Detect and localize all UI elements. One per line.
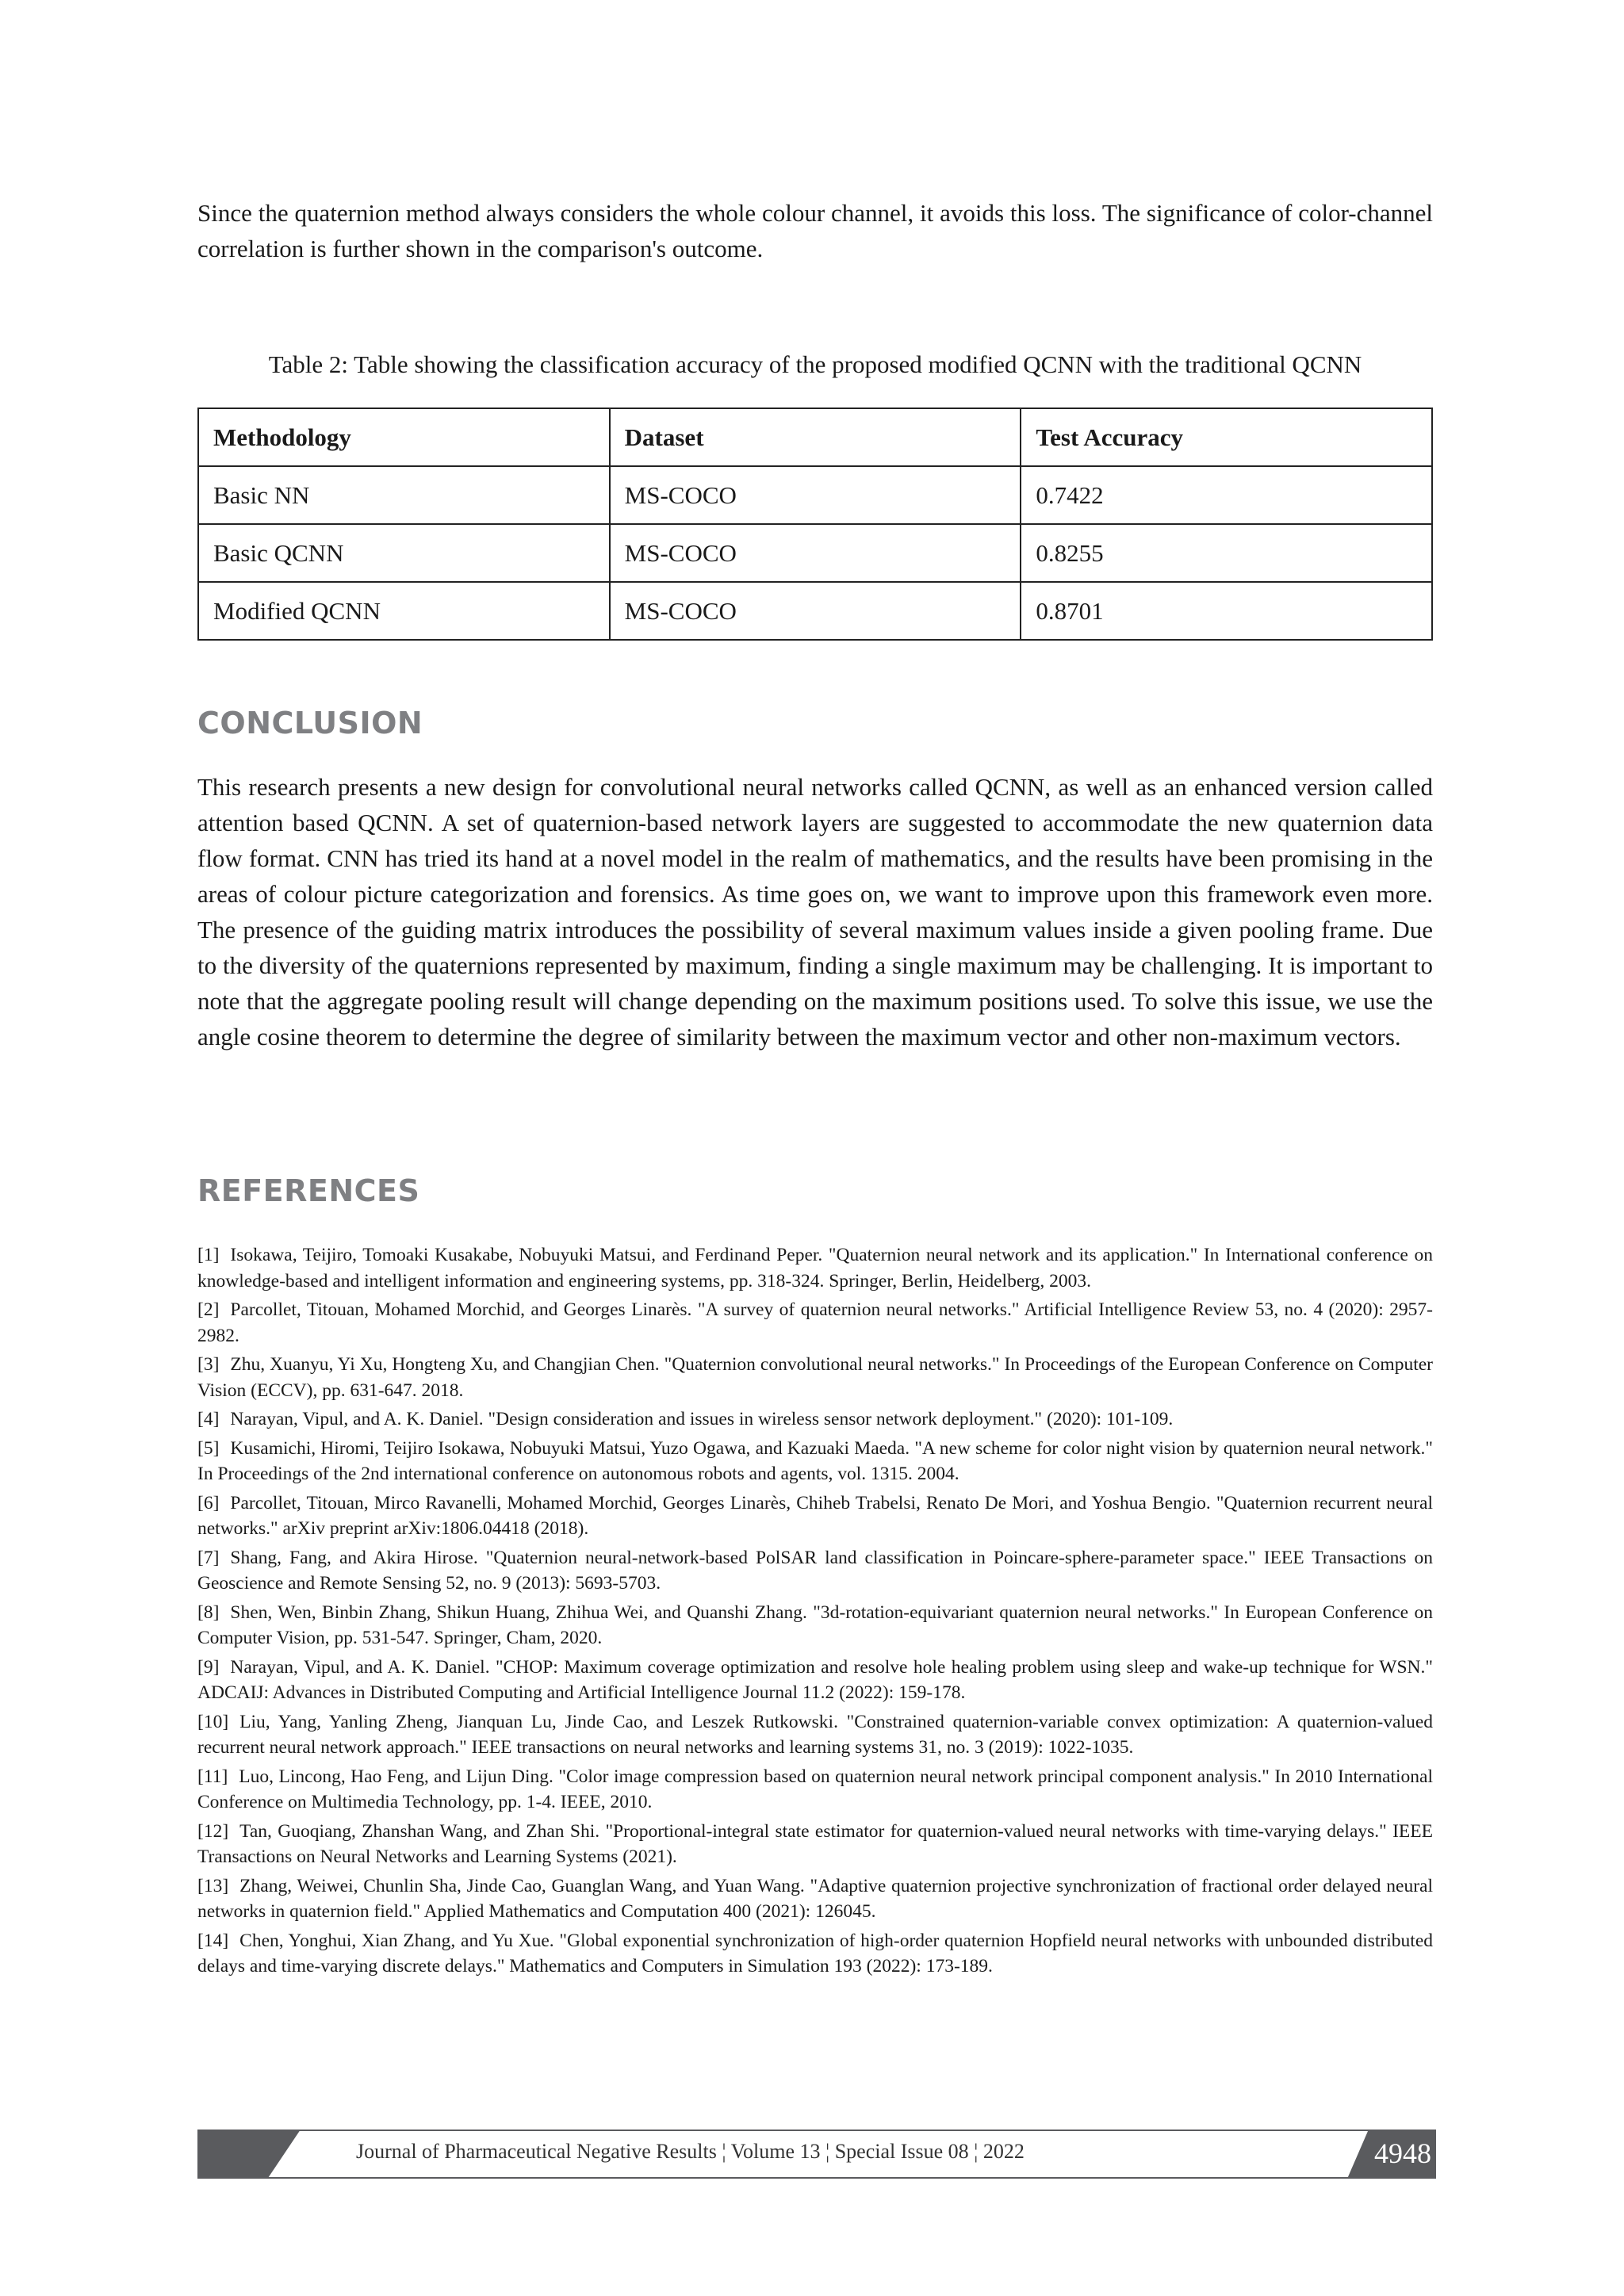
references-list <box>197 1242 1433 1983</box>
table-caption: Table 2: Table showing the classification accuracy of the proposed modified QCNN with the traditional QCNN <box>268 350 1362 378</box>
reference-text: Zhang, Weiwei, Chunlin Sha, Jinde Cao, Guanglan Wang, and Yuan Wang. "Adaptive quaternion projective synchronization of fractional order delayed neural networks in quaternion field." Applied Mathematics and Computation 400 (2021): 126045. <box>197 1875 1433 1922</box>
reference-number: [11] <box>197 1766 228 1787</box>
reference-item <box>197 1709 1433 1761</box>
table-header-row <box>198 408 1432 466</box>
reference-number: [2] <box>197 1299 220 1320</box>
reference-text: Liu, Yang, Yanling Zheng, Jianquan Lu, Jinde Cao, and Leszek Rutkowski. "Constrained quaternion-variable convex optimization: A quaternion-valued recurrent neural network approach." IEEE transactions on neural networks and learning systems 31, no. 3 (2019): 1022-1035. <box>197 1711 1433 1758</box>
reference-number: [6] <box>197 1492 220 1513</box>
column-header-test-accuracy: Test Accuracy <box>1021 408 1432 466</box>
reference-text: Shen, Wen, Binbin Zhang, Shikun Huang, Zhihua Wei, and Quanshi Zhang. "3d-rotation-equivariant quaternion neural networks." In European Conference on Computer Vision, pp. 531-547. Springer, Cham, 2020. <box>197 1601 1433 1648</box>
table-cell-dataset: MS-COCO <box>610 524 1021 582</box>
footer-journal-line: Journal of Pharmaceutical Negative Results ¦ Volume 13 ¦ Special Issue 08 ¦ 2022 <box>356 2140 1025 2163</box>
reference-item <box>197 1352 1433 1403</box>
reference-item <box>197 1490 1433 1542</box>
page-number: 4948 <box>1374 2137 1431 2169</box>
reference-number: [4] <box>197 1409 220 1429</box>
reference-text: Narayan, Vipul, and A. K. Daniel. "CHOP: Maximum coverage optimization and resolve hole healing problem using sleep and wake-up technique for WSN." ADCAIJ: Advances in Distributed Computing and Artificial Intelligence Journal 11.2 (2022): 159-178. <box>197 1656 1433 1703</box>
reference-item <box>197 1297 1433 1349</box>
reference-item <box>197 1242 1433 1294</box>
table-cell-methodology: Modified QCNN <box>198 582 610 640</box>
reference-item <box>197 1819 1433 1870</box>
footer-accent-block <box>197 2130 301 2179</box>
reference-text: Kusamichi, Hiromi, Teijiro Isokawa, Nobuyuki Matsui, Yuzo Ogawa, and Kazuaki Maeda. "A new scheme for color night vision by quaternion neural network." In Proceedings of the 2nd international conference on autonomous robots and agents, vol. 1315. 2004. <box>197 1437 1433 1484</box>
column-header-dataset: Dataset <box>610 408 1021 466</box>
references-heading: REFERENCES <box>197 1173 420 1208</box>
reference-number: [3] <box>197 1354 220 1375</box>
table-row <box>198 466 1432 524</box>
conclusion-paragraph: This research presents a new design for convolutional neural networks called QCNN, as well as an enhanced version called attention based QCNN. A set of quaternion-based network layers are suggested to accommodate the new quaternion data flow format. CNN has tried its hand at a novel model in the realm of mathematics, and the results have been promising in the areas of colour picture categorization and forensics. As time goes on, we want to improve upon this framework even more. The presence of the guiding matrix introduces the possibility of several maximum values inside a given pooling frame. Due to the diversity of the quaternions represented by maximum, finding a single maximum may be challenging. It is important to note that the aggregate pooling result will change depending on the maximum positions used. To solve this issue, we use the angle cosine theorem to determine the degree of similarity between the maximum vector and other non-maximum vectors. <box>197 773 1433 1050</box>
reference-number: [12] <box>197 1820 229 1842</box>
reference-item <box>197 1655 1433 1706</box>
reference-text: Parcollet, Titouan, Mohamed Morchid, and Georges Linarès. "A survey of quaternion neural networks." Artificial Intelligence Review 53, no. 4 (2020): 2957-2982. <box>197 1299 1433 1346</box>
page-footer <box>197 2130 1436 2179</box>
table-cell-dataset: MS-COCO <box>610 582 1021 640</box>
reference-item <box>197 1764 1433 1816</box>
reference-number: [7] <box>197 1547 220 1568</box>
reference-number: [13] <box>197 1875 229 1896</box>
reference-number: [14] <box>197 1930 229 1951</box>
results-table <box>197 408 1433 641</box>
reference-text: Tan, Guoqiang, Zhanshan Wang, and Zhan Shi. "Proportional-integral state estimator for quaternion-valued neural networks with time-varying delays." IEEE Transactions on Neural Networks and Learning Systems (2021). <box>197 1820 1433 1867</box>
reference-text: Parcollet, Titouan, Mirco Ravanelli, Mohamed Morchid, Georges Linarès, Chiheb Trabelsi, Renato De Mori, and Yoshua Bengio. "Quaternion recurrent neural networks." arXiv preprint arXiv:1806.04418 (2018). <box>197 1492 1433 1539</box>
reference-item <box>197 1545 1433 1597</box>
reference-text: Shang, Fang, and Akira Hirose. "Quaternion neural-network-based PolSAR land classification in Poincare-sphere-parameter space." IEEE Transactions on Geoscience and Remote Sensing 52, no. 9 (2013): 5693-5703. <box>197 1547 1433 1594</box>
reference-text: Chen, Yonghui, Xian Zhang, and Yu Xue. "Global exponential synchronization of high-order quaternion Hopfield neural networks with unbounded distributed delays and time-varying discrete delays." Mathematics and Computers in Simulation 193 (2022): 173-189. <box>197 1930 1433 1976</box>
reference-number: [5] <box>197 1437 220 1459</box>
table-cell-test-accuracy: 0.7422 <box>1021 466 1432 524</box>
reference-item <box>197 1928 1433 1980</box>
reference-item <box>197 1406 1433 1433</box>
conclusion-heading: CONCLUSION <box>197 706 423 740</box>
table-cell-methodology: Basic NN <box>198 466 610 524</box>
reference-text: Narayan, Vipul, and A. K. Daniel. "Design consideration and issues in wireless sensor network deployment." (2020): 101-109. <box>230 1409 1174 1429</box>
reference-item <box>197 1873 1433 1925</box>
reference-item <box>197 1600 1433 1651</box>
column-header-methodology: Methodology <box>198 408 610 466</box>
table-cell-methodology: Basic QCNN <box>198 524 610 582</box>
reference-text: Zhu, Xuanyu, Yi Xu, Hongteng Xu, and Changjian Chen. "Quaternion convolutional neural networks." In Proceedings of the European Conference on Computer Vision (ECCV), pp. 631-647. 2018. <box>197 1354 1433 1401</box>
reference-item <box>197 1436 1433 1487</box>
reference-text: Luo, Lincong, Hao Feng, and Lijun Ding. "Color image compression based on quaternion neural network principal component analysis." In 2010 International Conference on Multimedia Technology, pp. 1-4. IEEE, 2010. <box>197 1766 1433 1812</box>
reference-number: [8] <box>197 1601 220 1623</box>
table-row <box>198 524 1432 582</box>
reference-number: [9] <box>197 1656 220 1678</box>
reference-text: Isokawa, Teijiro, Tomoaki Kusakabe, Nobuyuki Matsui, and Ferdinand Peper. "Quaternion neural network and its application." In International conference on knowledge-based and intelligent information and engineering systems, pp. 318-324. Springer, Berlin, Heidelberg, 2003. <box>197 1245 1433 1292</box>
reference-number: [10] <box>197 1711 229 1732</box>
table-row <box>198 582 1432 640</box>
reference-number: [1] <box>197 1245 220 1265</box>
table-cell-test-accuracy: 0.8701 <box>1021 582 1432 640</box>
intro-paragraph: Since the quaternion method always considers the whole colour channel, it avoids this loss. The significance of color-channel correlation is further shown in the comparison's outcome. <box>197 199 1433 262</box>
table-cell-dataset: MS-COCO <box>610 466 1021 524</box>
table-cell-test-accuracy: 0.8255 <box>1021 524 1432 582</box>
